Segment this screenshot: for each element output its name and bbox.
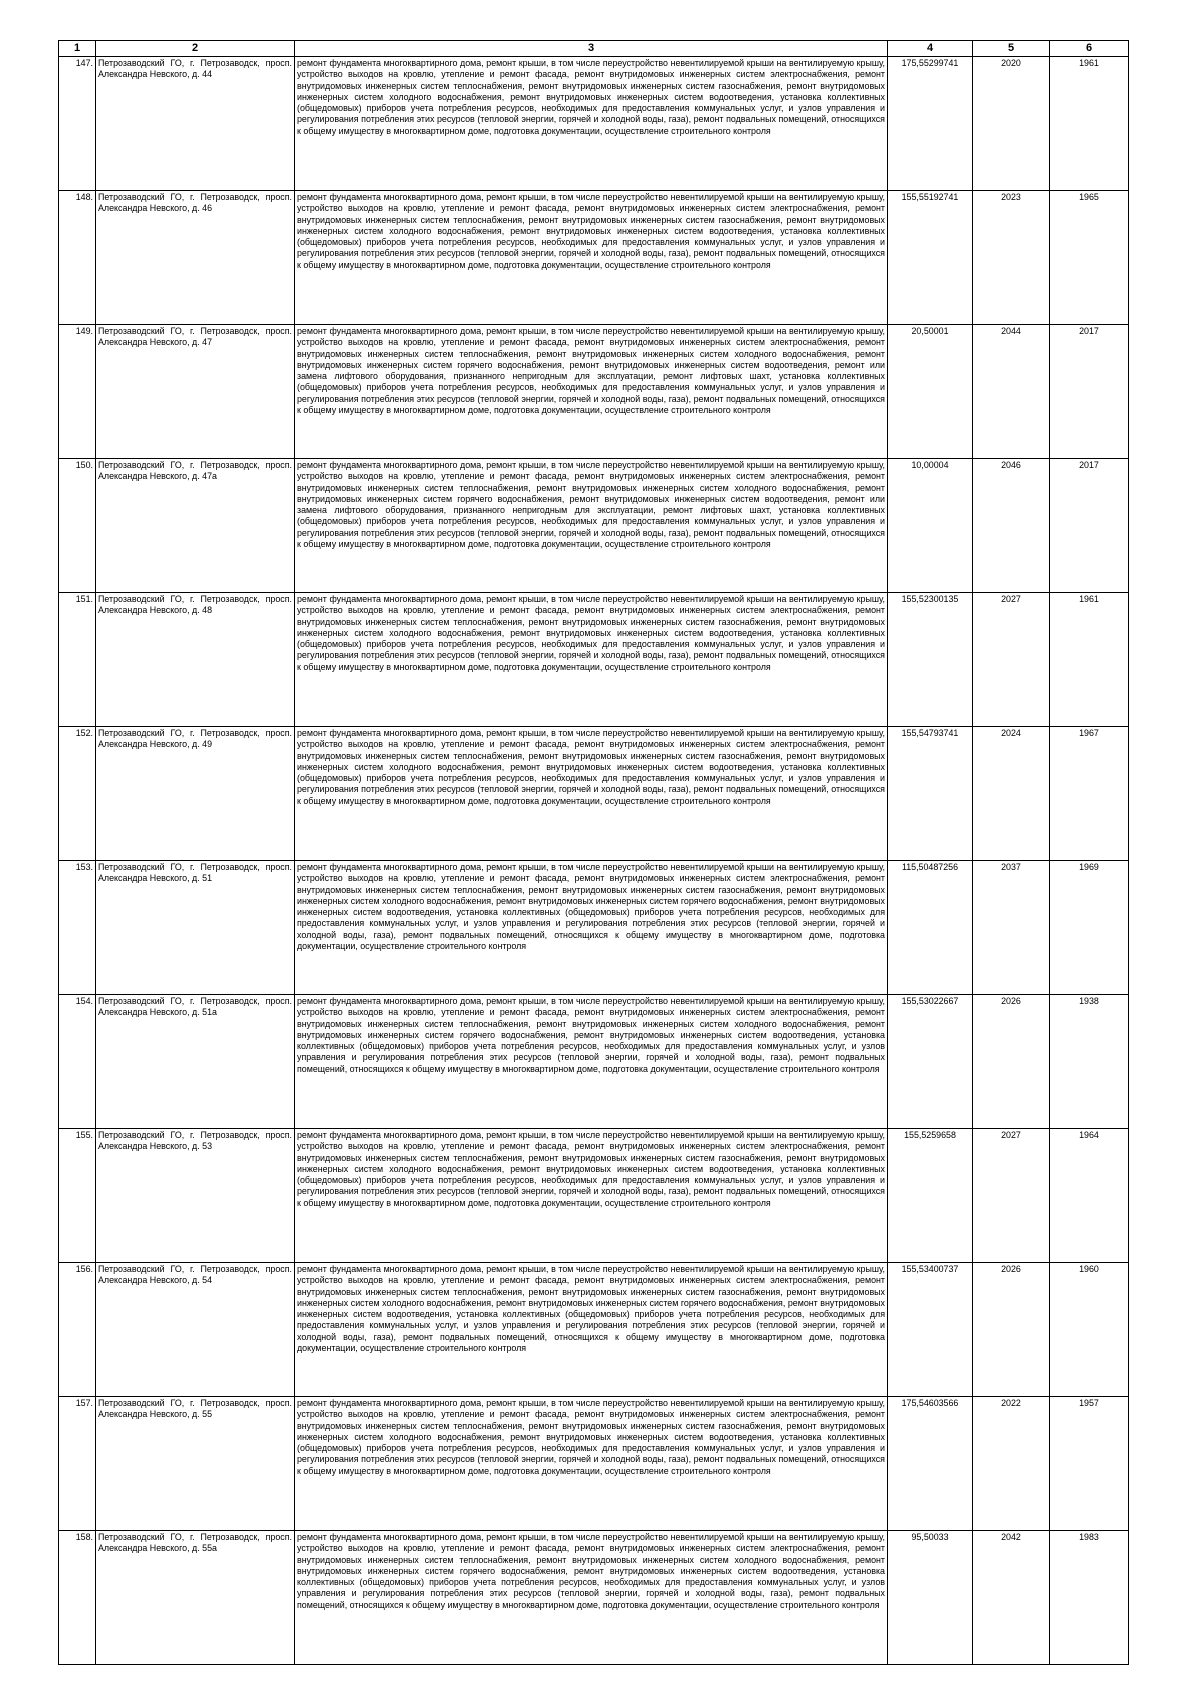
row-number: 155. <box>59 1129 96 1263</box>
cost-cell: 20,50001 <box>888 325 973 459</box>
column-header-4: 4 <box>888 41 973 57</box>
cost-cell: 155,53022667 <box>888 995 973 1129</box>
planned-year-cell: 2026 <box>973 1263 1050 1397</box>
table-row <box>59 325 1129 459</box>
build-year-cell: 1969 <box>1050 861 1129 995</box>
works-cell: ремонт фундамента многоквартирного дома, ремонт крыши, в том числе переустройство невентилируемой крыши на вентилируемую крышу, устройство выходов на кровлю, утепление и ремонт фасада, ремонт внутридомовых инженерных систем электроснабжения, ремонт внутридомовых инженерных систем теплоснабжения, ремонт внутридомовых инженерных систем газоснабжения, ремонт внутридомовых инженерных систем холодного водоснабжения, ремонт внутридомовых инженерных систем водоотведения, установка коллективных (общедомовых) приборов учета потребления ресурсов, необходимых для предоставления коммунальных услуг, и узлов управления и регулирования потребления этих ресурсов (тепловой энергии, горячей и холодной воды, газа), ремонт подвальных помещений, относящихся к общему имуществу в многоквартирном доме, подготовка документации, осуществление строительного контроля <box>295 727 888 861</box>
cost-cell: 155,52300135 <box>888 593 973 727</box>
address-cell: Петрозаводский ГО, г. Петрозаводск, просп. Александра Невского, д. 51 <box>96 861 295 995</box>
build-year-cell: 1967 <box>1050 727 1129 861</box>
table-row <box>59 1531 1129 1665</box>
works-cell: ремонт фундамента многоквартирного дома, ремонт крыши, в том числе переустройство невентилируемой крыши на вентилируемую крышу, устройство выходов на кровлю, утепление и ремонт фасада, ремонт внутридомовых инженерных систем электроснабжения, ремонт внутридомовых инженерных систем теплоснабжения, ремонт внутридомовых инженерных систем холодного водоснабжения, ремонт внутридомовых инженерных систем горячего водоснабжения, ремонт внутридомовых инженерных систем водоотведения, ремонт или замена лифтового оборудования, признанного непригодным для эксплуатации, ремонт лифтовых шахт, установка коллективных (общедомовых) приборов учета потребления ресурсов, необходимых для предоставления коммунальных услуг, и узлов управления и регулирования потребления этих ресурсов (тепловой энергии, горячей и холодной воды, газа), ремонт подвальных помещений, относящихся к общему имуществу в многоквартирном доме, подготовка документации, осуществление строительного контроля <box>295 459 888 593</box>
works-cell: ремонт фундамента многоквартирного дома, ремонт крыши, в том числе переустройство невентилируемой крыши на вентилируемую крышу, устройство выходов на кровлю, утепление и ремонт фасада, ремонт внутридомовых инженерных систем электроснабжения, ремонт внутридомовых инженерных систем теплоснабжения, ремонт внутридомовых инженерных систем газоснабжения, ремонт внутридомовых инженерных систем холодного водоснабжения, ремонт внутридомовых инженерных систем водоотведения, установка коллективных (общедомовых) приборов учета потребления ресурсов, необходимых для предоставления коммунальных услуг, и узлов управления и регулирования потребления этих ресурсов (тепловой энергии, горячей и холодной воды, газа), ремонт подвальных помещений, относящихся к общему имуществу в многоквартирном доме, подготовка документации, осуществление строительного контроля <box>295 593 888 727</box>
cost-cell: 155,53400737 <box>888 1263 973 1397</box>
address-cell: Петрозаводский ГО, г. Петрозаводск, просп. Александра Невского, д. 44 <box>96 57 295 191</box>
row-number: 147. <box>59 57 96 191</box>
column-header-5: 5 <box>973 41 1050 57</box>
planned-year-cell: 2046 <box>973 459 1050 593</box>
build-year-cell: 1957 <box>1050 1397 1129 1531</box>
row-number: 156. <box>59 1263 96 1397</box>
row-number: 150. <box>59 459 96 593</box>
planned-year-cell: 2022 <box>973 1397 1050 1531</box>
cost-cell: 155,55192741 <box>888 191 973 325</box>
address-cell: Петрозаводский ГО, г. Петрозаводск, просп. Александра Невского, д. 49 <box>96 727 295 861</box>
works-cell: ремонт фундамента многоквартирного дома, ремонт крыши, в том числе переустройство невентилируемой крыши на вентилируемую крышу, устройство выходов на кровлю, утепление и ремонт фасада, ремонт внутридомовых инженерных систем электроснабжения, ремонт внутридомовых инженерных систем теплоснабжения, ремонт внутридомовых инженерных систем газоснабжения, ремонт внутридомовых инженерных систем холодного водоснабжения, ремонт внутридомовых инженерных систем водоотведения, установка коллективных (общедомовых) приборов учета потребления ресурсов, необходимых для предоставления коммунальных услуг, и узлов управления и регулирования потребления этих ресурсов (тепловой энергии, горячей и холодной воды, газа), ремонт подвальных помещений, относящихся к общему имуществу в многоквартирном доме, подготовка документации, осуществление строительного контроля <box>295 57 888 191</box>
row-number: 158. <box>59 1531 96 1665</box>
works-cell: ремонт фундамента многоквартирного дома, ремонт крыши, в том числе переустройство невентилируемой крыши на вентилируемую крышу, устройство выходов на кровлю, утепление и ремонт фасада, ремонт внутридомовых инженерных систем электроснабжения, ремонт внутридомовых инженерных систем теплоснабжения, ремонт внутридомовых инженерных систем газоснабжения, ремонт внутридомовых инженерных систем холодного водоснабжения, ремонт внутридомовых инженерных систем водоотведения, установка коллективных (общедомовых) приборов учета потребления ресурсов, необходимых для предоставления коммунальных услуг, и узлов управления и регулирования потребления этих ресурсов (тепловой энергии, горячей и холодной воды, газа), ремонт подвальных помещений, относящихся к общему имуществу в многоквартирном доме, подготовка документации, осуществление строительного контроля <box>295 1397 888 1531</box>
cost-cell: 10,00004 <box>888 459 973 593</box>
table-body <box>59 57 1129 1665</box>
works-cell: ремонт фундамента многоквартирного дома, ремонт крыши, в том числе переустройство невентилируемой крыши на вентилируемую крышу, устройство выходов на кровлю, утепление и ремонт фасада, ремонт внутридомовых инженерных систем электроснабжения, ремонт внутридомовых инженерных систем теплоснабжения, ремонт внутридомовых инженерных систем холодного водоснабжения, ремонт внутридомовых инженерных систем горячего водоснабжения, ремонт внутридомовых инженерных систем водоотведения, установка коллективных (общедомовых) приборов учета потребления ресурсов, необходимых для предоставления коммунальных услуг, и узлов управления и регулирования потребления этих ресурсов (тепловой энергии, горячей и холодной воды, газа), ремонт подвальных помещений, относящихся к общему имуществу в многоквартирном доме, подготовка документации, осуществление строительного контроля <box>295 1531 888 1665</box>
table-row <box>59 57 1129 191</box>
address-cell: Петрозаводский ГО, г. Петрозаводск, просп. Александра Невского, д. 51а <box>96 995 295 1129</box>
row-number: 152. <box>59 727 96 861</box>
address-cell: Петрозаводский ГО, г. Петрозаводск, просп. Александра Невского, д. 47 <box>96 325 295 459</box>
cost-cell: 155,54793741 <box>888 727 973 861</box>
build-year-cell: 1964 <box>1050 1129 1129 1263</box>
table-row <box>59 995 1129 1129</box>
table-row <box>59 1397 1129 1531</box>
address-cell: Петрозаводский ГО, г. Петрозаводск, просп. Александра Невского, д. 55 <box>96 1397 295 1531</box>
row-number: 153. <box>59 861 96 995</box>
works-cell: ремонт фундамента многоквартирного дома, ремонт крыши, в том числе переустройство невентилируемой крыши на вентилируемую крышу, устройство выходов на кровлю, утепление и ремонт фасада, ремонт внутридомовых инженерных систем электроснабжения, ремонт внутридомовых инженерных систем теплоснабжения, ремонт внутридомовых инженерных систем холодного водоснабжения, ремонт внутридомовых инженерных систем горячего водоснабжения, ремонт внутридомовых инженерных систем водоотведения, установка коллективных (общедомовых) приборов учета потребления ресурсов, необходимых для предоставления коммунальных услуг, и узлов управления и регулирования потребления этих ресурсов (тепловой энергии, горячей и холодной воды, газа), ремонт подвальных помещений, относящихся к общему имуществу в многоквартирном доме, подготовка документации, осуществление строительного контроля <box>295 995 888 1129</box>
table-row <box>59 861 1129 995</box>
works-cell: ремонт фундамента многоквартирного дома, ремонт крыши, в том числе переустройство невентилируемой крыши на вентилируемую крышу, устройство выходов на кровлю, утепление и ремонт фасада, ремонт внутридомовых инженерных систем электроснабжения, ремонт внутридомовых инженерных систем теплоснабжения, ремонт внутридомовых инженерных систем газоснабжения, ремонт внутридомовых инженерных систем холодного водоснабжения, ремонт внутридомовых инженерных систем горячего водоснабжения, ремонт внутридомовых инженерных систем водоотведения, установка коллективных (общедомовых) приборов учета потребления ресурсов, необходимых для предоставления коммунальных услуг, и узлов управления и регулирования потребления этих ресурсов (тепловой энергии, горячей и холодной воды, газа), ремонт подвальных помещений, относящихся к общему имуществу в многоквартирном доме, подготовка документации, осуществление строительного контроля <box>295 1263 888 1397</box>
planned-year-cell: 2020 <box>973 57 1050 191</box>
address-cell: Петрозаводский ГО, г. Петрозаводск, просп. Александра Невского, д. 46 <box>96 191 295 325</box>
cost-cell: 175,54603566 <box>888 1397 973 1531</box>
table-row <box>59 727 1129 861</box>
planned-year-cell: 2027 <box>973 593 1050 727</box>
column-header-3: 3 <box>295 41 888 57</box>
column-header-1: 1 <box>59 41 96 57</box>
works-cell: ремонт фундамента многоквартирного дома, ремонт крыши, в том числе переустройство невентилируемой крыши на вентилируемую крышу, устройство выходов на кровлю, утепление и ремонт фасада, ремонт внутридомовых инженерных систем электроснабжения, ремонт внутридомовых инженерных систем теплоснабжения, ремонт внутридомовых инженерных систем газоснабжения, ремонт внутридомовых инженерных систем холодного водоснабжения, ремонт внутридомовых инженерных систем водоотведения, установка коллективных (общедомовых) приборов учета потребления ресурсов, необходимых для предоставления коммунальных услуг, и узлов управления и регулирования потребления этих ресурсов (тепловой энергии, горячей и холодной воды, газа), ремонт подвальных помещений, относящихся к общему имуществу в многоквартирном доме, подготовка документации, осуществление строительного контроля <box>295 191 888 325</box>
row-number: 148. <box>59 191 96 325</box>
address-cell: Петрозаводский ГО, г. Петрозаводск, просп. Александра Невского, д. 47а <box>96 459 295 593</box>
build-year-cell: 2017 <box>1050 459 1129 593</box>
row-number: 151. <box>59 593 96 727</box>
address-cell: Петрозаводский ГО, г. Петрозаводск, просп. Александра Невского, д. 55а <box>96 1531 295 1665</box>
works-cell: ремонт фундамента многоквартирного дома, ремонт крыши, в том числе переустройство невентилируемой крыши на вентилируемую крышу, устройство выходов на кровлю, утепление и ремонт фасада, ремонт внутридомовых инженерных систем электроснабжения, ремонт внутридомовых инженерных систем теплоснабжения, ремонт внутридомовых инженерных систем газоснабжения, ремонт внутридомовых инженерных систем холодного водоснабжения, ремонт внутридомовых инженерных систем горячего водоснабжения, ремонт внутридомовых инженерных систем водоотведения, установка коллективных (общедомовых) приборов учета потребления ресурсов, необходимых для предоставления коммунальных услуг, и узлов управления и регулирования потребления этих ресурсов (тепловой энергии, горячей и холодной воды, газа), ремонт подвальных помещений, относящихся к общему имуществу в многоквартирном доме, подготовка документации, осуществление строительного контроля <box>295 861 888 995</box>
build-year-cell: 1965 <box>1050 191 1129 325</box>
works-cell: ремонт фундамента многоквартирного дома, ремонт крыши, в том числе переустройство невентилируемой крыши на вентилируемую крышу, устройство выходов на кровлю, утепление и ремонт фасада, ремонт внутридомовых инженерных систем электроснабжения, ремонт внутридомовых инженерных систем теплоснабжения, ремонт внутридомовых инженерных систем холодного водоснабжения, ремонт внутридомовых инженерных систем горячего водоснабжения, ремонт внутридомовых инженерных систем водоотведения, ремонт или замена лифтового оборудования, признанного непригодным для эксплуатации, ремонт лифтовых шахт, установка коллективных (общедомовых) приборов учета потребления ресурсов, необходимых для предоставления коммунальных услуг, и узлов управления и регулирования потребления этих ресурсов (тепловой энергии, горячей и холодной воды, газа), ремонт подвальных помещений, относящихся к общему имуществу в многоквартирном доме, подготовка документации, осуществление строительного контроля <box>295 325 888 459</box>
cost-cell: 95,50033 <box>888 1531 973 1665</box>
cost-cell: 175,55299741 <box>888 57 973 191</box>
build-year-cell: 2017 <box>1050 325 1129 459</box>
build-year-cell: 1938 <box>1050 995 1129 1129</box>
build-year-cell: 1983 <box>1050 1531 1129 1665</box>
row-number: 149. <box>59 325 96 459</box>
row-number: 154. <box>59 995 96 1129</box>
planned-year-cell: 2044 <box>973 325 1050 459</box>
cost-cell: 155,5259658 <box>888 1129 973 1263</box>
planned-year-cell: 2023 <box>973 191 1050 325</box>
table-row <box>59 1263 1129 1397</box>
table-row <box>59 191 1129 325</box>
column-header-6: 6 <box>1050 41 1129 57</box>
planned-year-cell: 2026 <box>973 995 1050 1129</box>
cost-cell: 115,50487256 <box>888 861 973 995</box>
address-cell: Петрозаводский ГО, г. Петрозаводск, просп. Александра Невского, д. 53 <box>96 1129 295 1263</box>
table-row <box>59 459 1129 593</box>
planned-year-cell: 2042 <box>973 1531 1050 1665</box>
row-number: 157. <box>59 1397 96 1531</box>
works-cell: ремонт фундамента многоквартирного дома, ремонт крыши, в том числе переустройство невентилируемой крыши на вентилируемую крышу, устройство выходов на кровлю, утепление и ремонт фасада, ремонт внутридомовых инженерных систем электроснабжения, ремонт внутридомовых инженерных систем теплоснабжения, ремонт внутридомовых инженерных систем газоснабжения, ремонт внутридомовых инженерных систем холодного водоснабжения, ремонт внутридомовых инженерных систем водоотведения, установка коллективных (общедомовых) приборов учета потребления ресурсов, необходимых для предоставления коммунальных услуг, и узлов управления и регулирования потребления этих ресурсов (тепловой энергии, горячей и холодной воды, газа), ремонт подвальных помещений, относящихся к общему имуществу в многоквартирном доме, подготовка документации, осуществление строительного контроля <box>295 1129 888 1263</box>
table-row <box>59 1129 1129 1263</box>
planned-year-cell: 2027 <box>973 1129 1050 1263</box>
column-header-2: 2 <box>96 41 295 57</box>
planned-year-cell: 2024 <box>973 727 1050 861</box>
build-year-cell: 1960 <box>1050 1263 1129 1397</box>
address-cell: Петрозаводский ГО, г. Петрозаводск, просп. Александра Невского, д. 48 <box>96 593 295 727</box>
build-year-cell: 1961 <box>1050 593 1129 727</box>
header-row <box>59 41 1129 57</box>
table-row <box>59 593 1129 727</box>
planned-year-cell: 2037 <box>973 861 1050 995</box>
build-year-cell: 1961 <box>1050 57 1129 191</box>
capital-repair-table <box>58 40 1129 1665</box>
address-cell: Петрозаводский ГО, г. Петрозаводск, просп. Александра Невского, д. 54 <box>96 1263 295 1397</box>
